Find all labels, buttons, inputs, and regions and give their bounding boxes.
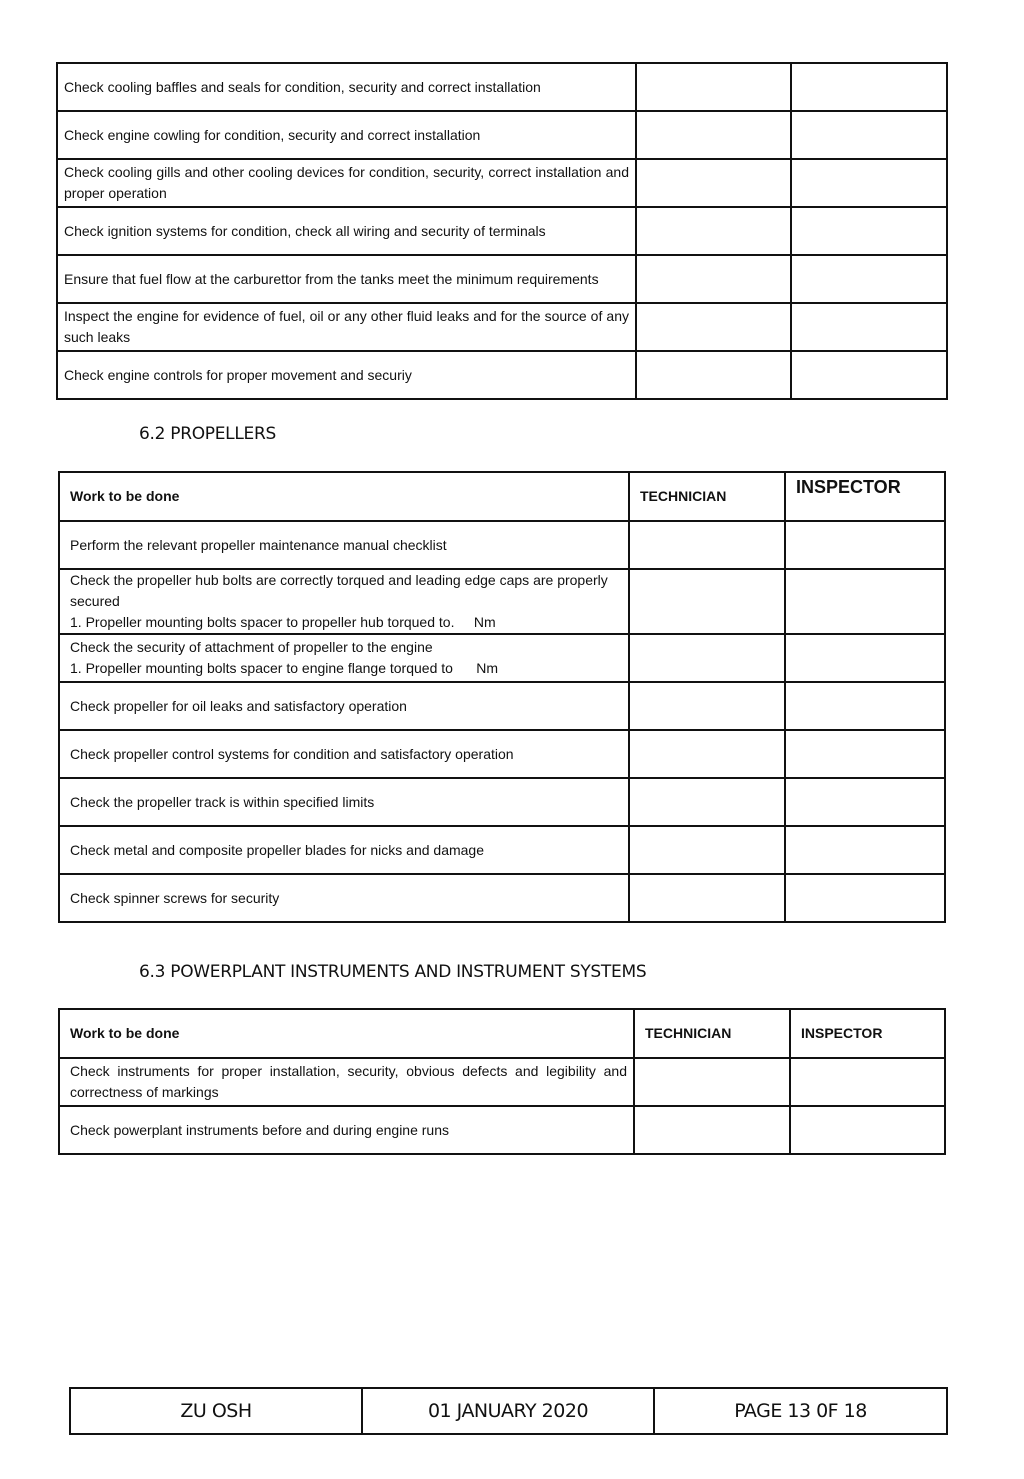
task-cell: Check instruments for proper installation, security, obvious defects and legibility and correctness of markings [59, 1058, 634, 1106]
task-cell: Check cooling gills and other cooling devices for condition, security, correct installation and proper operation [57, 159, 636, 207]
technician-sign-cell[interactable] [629, 521, 785, 569]
inspector-sign-cell[interactable] [791, 111, 947, 159]
technician-sign-cell[interactable] [634, 1058, 790, 1106]
inspector-sign-cell[interactable] [791, 351, 947, 399]
footer-organization: ZU OSH [70, 1388, 362, 1434]
task-cell: Perform the relevant propeller maintenance manual checklist [59, 521, 629, 569]
technician-sign-cell[interactable] [636, 207, 791, 255]
task-cell: Check the propeller track is within specified limits [59, 778, 629, 826]
table-row [59, 634, 945, 682]
inspector-sign-cell[interactable] [785, 521, 945, 569]
table-row [57, 63, 947, 111]
table-row [57, 159, 947, 207]
table-row [57, 255, 947, 303]
propellers-table [58, 471, 946, 923]
header-technician: TECHNICIAN [634, 1009, 790, 1058]
table-row [59, 730, 945, 778]
table-row [59, 682, 945, 730]
inspector-sign-cell[interactable] [791, 159, 947, 207]
task-cell [59, 634, 629, 682]
header-work: Work to be done [59, 1009, 634, 1058]
table-row [59, 826, 945, 874]
task-cell: Check powerplant instruments before and during engine runs [59, 1106, 634, 1154]
inspector-sign-cell[interactable] [791, 207, 947, 255]
inspector-sign-cell[interactable] [785, 778, 945, 826]
table-row [57, 303, 947, 351]
header-work: Work to be done [59, 472, 629, 521]
footer-page-number: PAGE 13 0F 18 [654, 1388, 947, 1434]
task-text: Check the propeller hub bolts are correctly torqued and leading edge caps are properly secured [70, 572, 608, 609]
header-row [59, 1009, 945, 1058]
table-row [59, 521, 945, 569]
table-row [59, 1106, 945, 1154]
inspector-sign-cell[interactable] [785, 826, 945, 874]
inspector-sign-cell[interactable] [791, 63, 947, 111]
inspector-sign-cell[interactable] [790, 1106, 945, 1154]
technician-sign-cell[interactable] [629, 634, 785, 682]
section-title-instruments: 6.3 POWERPLANT INSTRUMENTS AND INSTRUMENT SYSTEMS [139, 962, 647, 982]
table-row [59, 1058, 945, 1106]
engine-checklist-table [56, 62, 948, 400]
task-cell: Check engine cowling for condition, security and correct installation [57, 111, 636, 159]
task-cell: Check cooling baffles and seals for condition, security and correct installation [57, 63, 636, 111]
technician-sign-cell[interactable] [636, 351, 791, 399]
technician-sign-cell[interactable] [629, 730, 785, 778]
header-row [59, 472, 945, 521]
page-footer [69, 1387, 948, 1435]
task-cell [59, 569, 629, 634]
task-cell: Inspect the engine for evidence of fuel, oil or any other fluid leaks and for the source of any such leaks [57, 303, 636, 351]
torque-line: 1. Propeller mounting bolts spacer to propeller hub torqued to. Nm [70, 614, 496, 630]
instruments-table [58, 1008, 946, 1155]
table-row [57, 351, 947, 399]
technician-sign-cell[interactable] [629, 778, 785, 826]
inspector-sign-cell[interactable] [785, 682, 945, 730]
technician-sign-cell[interactable] [636, 255, 791, 303]
inspector-sign-cell[interactable] [785, 634, 945, 682]
technician-sign-cell[interactable] [636, 111, 791, 159]
technician-sign-cell[interactable] [629, 826, 785, 874]
footer-row [70, 1388, 947, 1434]
task-cell: Check ignition systems for condition, check all wiring and security of terminals [57, 207, 636, 255]
table-row [57, 207, 947, 255]
table-row [59, 778, 945, 826]
technician-sign-cell[interactable] [629, 682, 785, 730]
inspector-sign-cell[interactable] [791, 255, 947, 303]
header-inspector: INSPECTOR [790, 1009, 945, 1058]
task-cell: Ensure that fuel flow at the carburettor from the tanks meet the minimum requirements [57, 255, 636, 303]
task-cell: Check metal and composite propeller blades for nicks and damage [59, 826, 629, 874]
task-cell: Check propeller control systems for condition and satisfactory operation [59, 730, 629, 778]
inspector-sign-cell[interactable] [785, 874, 945, 922]
section-title-propellers: 6.2 PROPELLERS [139, 424, 276, 444]
inspector-sign-cell[interactable] [785, 730, 945, 778]
task-cell: Check engine controls for proper movement and securiy [57, 351, 636, 399]
technician-sign-cell[interactable] [629, 874, 785, 922]
task-text: Check the security of attachment of propeller to the engine [70, 639, 433, 655]
technician-sign-cell[interactable] [636, 303, 791, 351]
task-cell: Check spinner screws for security [59, 874, 629, 922]
task-cell: Check propeller for oil leaks and satisfactory operation [59, 682, 629, 730]
technician-sign-cell[interactable] [634, 1106, 790, 1154]
inspector-sign-cell[interactable] [785, 569, 945, 634]
technician-sign-cell[interactable] [629, 569, 785, 634]
torque-line: 1. Propeller mounting bolts spacer to engine flange torqued to Nm [70, 660, 499, 676]
technician-sign-cell[interactable] [636, 63, 791, 111]
header-technician: TECHNICIAN [629, 472, 785, 521]
inspector-sign-cell[interactable] [791, 303, 947, 351]
technician-sign-cell[interactable] [636, 159, 791, 207]
table-row [59, 569, 945, 634]
footer-date: 01 JANUARY 2020 [362, 1388, 654, 1434]
table-row [59, 874, 945, 922]
table-row [57, 111, 947, 159]
inspector-sign-cell[interactable] [790, 1058, 945, 1106]
header-inspector: INSPECTOR [785, 472, 945, 521]
